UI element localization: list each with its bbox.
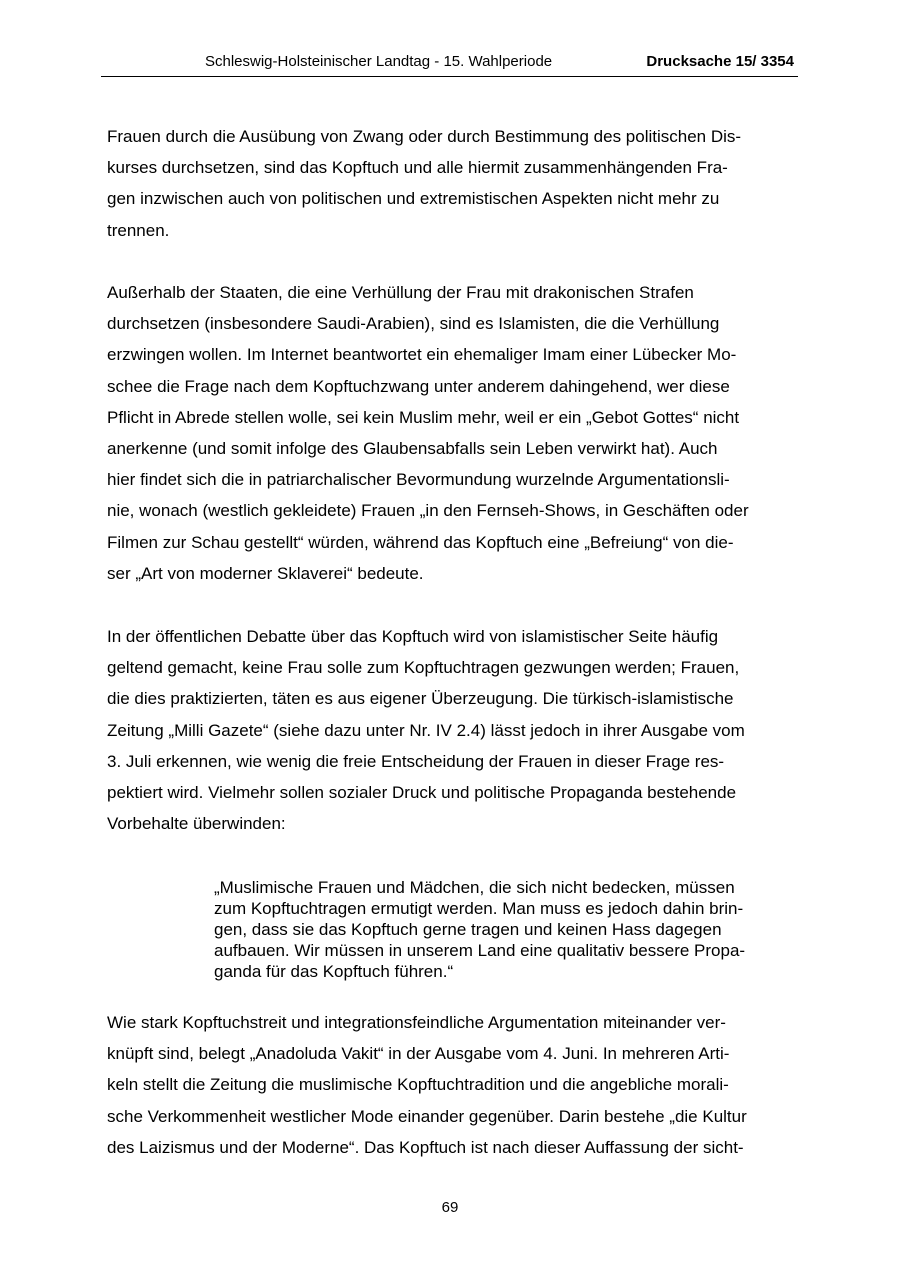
paragraph-2 [107,277,797,589]
text-line: Vorbehalte überwinden: [107,814,286,834]
quote-line: zum Kopftuchtragen ermutigt werden. Man muss es jedoch dahin brin- [214,899,744,918]
text-line: gen inzwischen auch von politischen und extremistischen Aspekten nicht mehr zu [107,189,720,209]
text-line: hier findet sich die in patriarchalischer Bevormundung wurzelnde Argumentationsli- [107,470,730,490]
text-line: erzwingen wollen. Im Internet beantwortet ein ehemaliger Imam einer Lübecker Mo- [107,345,737,365]
quote-line: aufbauen. Wir müssen in unserem Land eine qualitativ bessere Propa- [214,941,746,960]
quote-line: gen, dass sie das Kopftuch gerne tragen und keinen Hass dagegen [214,920,722,939]
text-line: anerkenne (und somit infolge des Glaubensabfalls sein Leben verwirkt hat). Auch [107,439,718,459]
header-document-number: Drucksache 15/ 3354 [646,53,794,70]
text-line: 3. Juli erkennen, wie wenig die freie Entscheidung der Frauen in dieser Frage res- [107,751,725,771]
text-line: Wie stark Kopftuchstreit und integrationsfeindliche Argumentation miteinander ver- [107,1013,726,1032]
text-line: Pflicht in Abrede stellen wolle, sei kein Muslim mehr, weil er ein „Gebot Gottes“ nicht [107,407,740,427]
text-line: Außerhalb der Staaten, die eine Verhüllung der Frau mit drakonischen Strafen [107,283,694,302]
paragraph-3 [107,621,797,839]
text-line: geltend gemacht, keine Frau solle zum Kopftuchtragen gezwungen werden; Frauen, [107,658,740,678]
text-line: schee die Frage nach dem Kopftuchzwang unter anderem dahingehend, wer diese [107,376,730,396]
paragraph-1 [107,121,797,246]
text-line: In der öffentlichen Debatte über das Kopftuch wird von islamistischer Seite häufig [107,627,719,646]
block-quote [214,877,784,982]
text-line: pektiert wird. Vielmehr sollen sozialer Druck und politische Propaganda bestehende [107,783,737,803]
text-line: keln stellt die Zeitung die muslimische Kopftuchtradition und die angebliche morali- [107,1075,729,1095]
text-line: durchsetzen (insbesondere Saudi-Arabien), sind es Islamisten, die die Verhüllung [107,314,720,334]
page-header [101,52,798,77]
text-line: Zeitung „Milli Gazete“ (siehe dazu unter Nr. IV 2.4) lässt jedoch in ihrer Ausgabe vom [107,720,745,740]
text-line: Filmen zur Schau gestellt“ würden, während das Kopftuch eine „Befreiung“ von die- [107,532,734,552]
text-line: des Laizismus und der Moderne“. Das Kopftuch ist nach dieser Auffassung der sicht- [107,1137,744,1157]
text-line: nie, wonach (westlich gekleidete) Frauen „in den Fernseh-Shows, in Geschäften oder [107,501,749,521]
header-title: Schleswig-Holsteinischer Landtag - 15. Wahlperiode [205,53,553,70]
text-line: Frauen durch die Ausübung von Zwang oder durch Bestimmung des politischen Dis- [107,127,742,146]
page-number: 69 [441,1199,459,1216]
quote-line: „Muslimische Frauen und Mädchen, die sich nicht bedecken, müssen [214,878,735,897]
paragraph-4 [107,1007,797,1163]
text-line: knüpft sind, belegt „Anadoluda Vakit“ in der Ausgabe vom 4. Juni. In mehreren Arti- [107,1044,730,1064]
quote-line: ganda für das Kopftuch führen.“ [214,962,454,981]
text-line: trennen. [107,220,170,240]
text-line: ser „Art von moderner Sklaverei“ bedeute. [107,563,424,583]
text-line: die dies praktizierten, täten es aus eigener Überzeugung. Die türkisch-islamistische [107,689,734,709]
text-line: kurses durchsetzen, sind das Kopftuch und alle hiermit zusammenhängenden Fra- [107,158,728,178]
text-line: sche Verkommenheit westlicher Mode einander gegenüber. Darin bestehe „die Kultur [107,1106,747,1126]
